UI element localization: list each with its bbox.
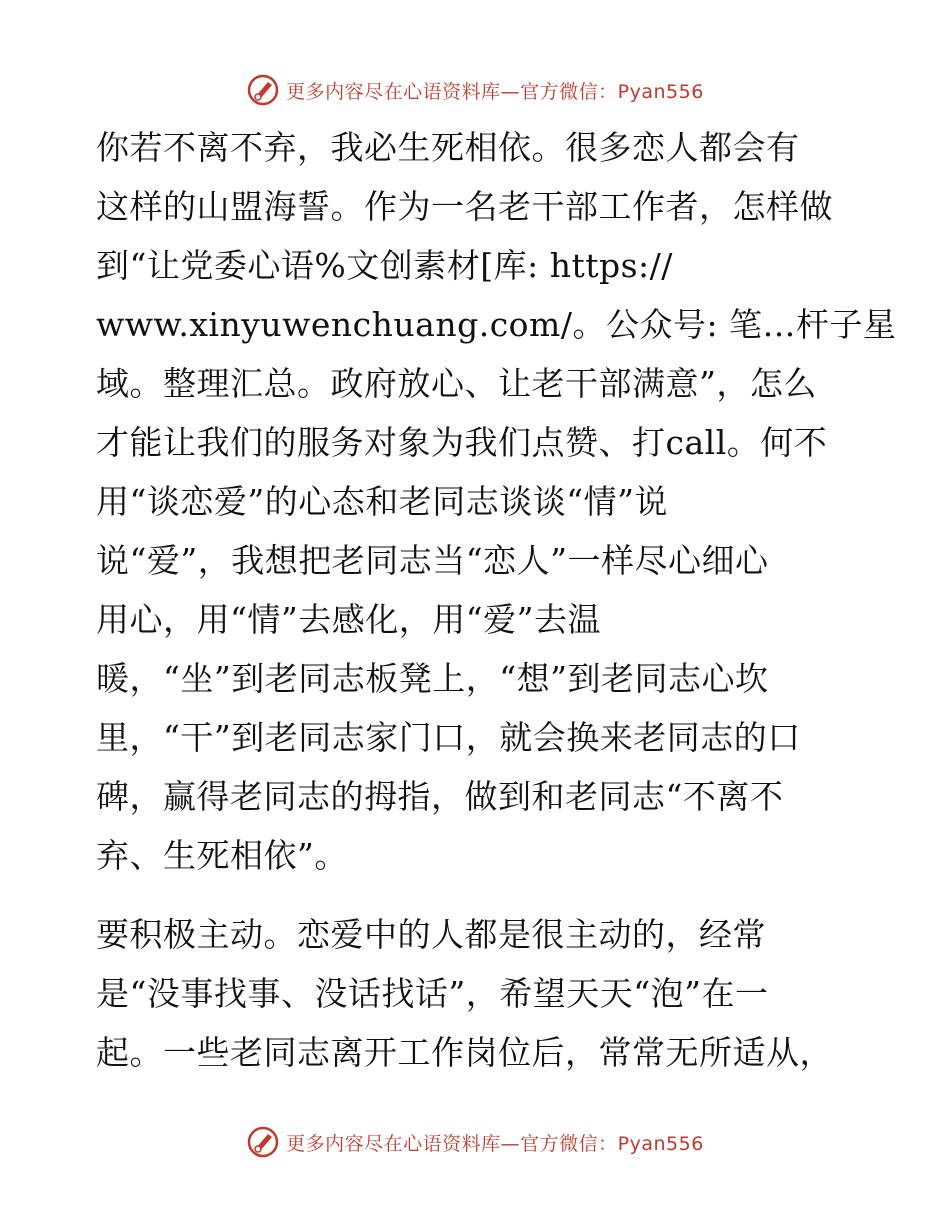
text-line: 到“让党委心语%文创素材[库: https:// [96,246,673,285]
document-body [96,118,897,1082]
text-line: 是“没事找事、没话找话”，希望天天“泡”在一 [96,974,769,1013]
header-banner-text: 更多内容尽在心语资料库—官方微信：Pyan556 [286,80,704,103]
text-line: 用心，用“情”去感化，用“爱”去温 [96,600,601,639]
brand-logo-icon [246,1125,280,1159]
text-line: 说“爱”，我想把老同志当“恋人”一样尽心细心 [96,541,769,580]
text-line: 里，“干”到老同志家门口，就会换来老同志的口 [96,718,801,757]
text-line: 暖，“坐”到老同志板凳上，“想”到老同志心坎 [96,659,769,698]
paragraph-spacer [96,885,866,905]
text-line: 碑，赢得老同志的拇指，做到和老同志“不离不 [96,777,784,816]
text-line: 你若不离不弃，我必生死相依。很多恋人都会有 [96,128,800,167]
header-banner [0,68,950,112]
text-line: 用“谈恋爱”的心态和老同志谈谈“情”说 [96,482,668,521]
paragraph-2 [96,905,866,1082]
text-line: 才能让我们的服务对象为我们点赞、打call。何不 [96,423,828,462]
text-line: 域。整理汇总。政府放心、让老干部满意”，怎么 [96,364,817,403]
paragraph-1 [96,118,897,885]
text-line: www.xinyuwenchuang.com/。公众号: 笔…杆子星 [96,305,897,344]
brand-logo-icon [246,73,280,107]
text-line: 起。一些老同志离开工作岗位后，常常无所适从， [96,1033,833,1072]
text-line: 弃、生死相依”。 [96,836,348,875]
text-line: 这样的山盟海誓。作为一名老干部工作者，怎样做 [96,187,833,226]
text-line: 要积极主动。恋爱中的人都是很主动的，经常 [96,915,766,954]
footer-banner-text: 更多内容尽在心语资料库—官方微信：Pyan556 [286,1132,704,1155]
footer-banner [0,1120,950,1164]
